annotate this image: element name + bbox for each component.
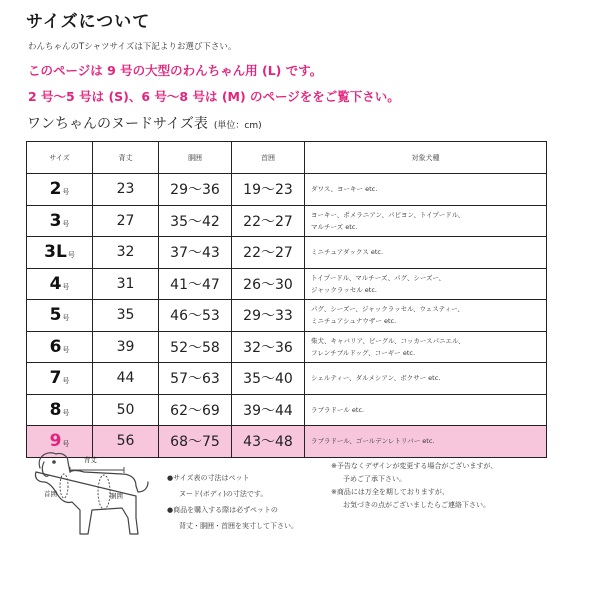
chest-girth-cell: 62～69 (159, 394, 232, 426)
size-cell (27, 237, 93, 269)
size-unit: 号 (62, 282, 70, 291)
table-row (27, 205, 547, 237)
back-length-cell: 32 (93, 237, 159, 269)
back-length-cell: 44 (93, 363, 159, 395)
chest-girth-cell: 46～53 (159, 300, 232, 332)
breed-line: ダワス、ヨーキー etc. (311, 185, 378, 194)
neck-girth-cell: 29～33 (232, 300, 305, 332)
dog-measurement-diagram (26, 448, 154, 552)
note-left-2: ヌード(ボディ)の寸法です。 (179, 490, 268, 498)
chest-girth-cell: 29～36 (159, 174, 232, 206)
note-right-2: 予めご了承下さい。 (343, 475, 406, 483)
table-row (27, 300, 547, 332)
breed-line: 柴犬、キャバリア、ビーグル、コッカースパニエル、 (311, 336, 465, 345)
size-number: 4 (49, 273, 62, 294)
chest-girth-cell: 57～63 (159, 363, 232, 395)
table-title (27, 113, 262, 133)
header-breeds: 対象犬種 (305, 142, 547, 174)
back-length-cell: 23 (93, 174, 159, 206)
size-number: 9 (49, 431, 62, 452)
intro-text: わんちゃんのTシャツサイズは下記よりお選び下さい。 (28, 42, 237, 52)
size-number: 8 (49, 399, 62, 420)
breed-line: トイプードル、マルチーズ、パグ、シーズー、 (311, 273, 445, 282)
table-header-row (27, 142, 547, 174)
neck-girth-cell: 19～23 (232, 174, 305, 206)
notice-line-2: 2 号～5 号は (S)、6 号～8 号は (M) のページををご覧下さい。 (28, 89, 400, 104)
breed-line: シェルティー、ダルメシアン、ボクサー etc. (311, 374, 441, 383)
size-unit: 号 (62, 408, 70, 417)
size-unit: 号 (62, 345, 70, 354)
size-cell (27, 300, 93, 332)
neck-girth-cell: 35～40 (232, 363, 305, 395)
size-number: 3 (49, 210, 62, 231)
note-right-3: ※商品には万全を期しておりますが、 (331, 488, 449, 496)
size-cell (27, 205, 93, 237)
label-back: 背丈 (84, 456, 97, 464)
chest-girth-cell: 41～47 (159, 268, 232, 300)
size-number: 5 (49, 305, 62, 326)
size-cell (27, 363, 93, 395)
back-length-cell: 31 (93, 268, 159, 300)
breed-line: マルチーズ etc. (311, 222, 358, 231)
note-left-1: ●サイズ表の寸法はペット (167, 474, 250, 482)
size-table (26, 141, 547, 458)
notes-right (331, 460, 563, 512)
breeds-cell (305, 426, 547, 458)
chest-girth-cell: 37～43 (159, 237, 232, 269)
page-title: サイズについて (26, 12, 151, 32)
size-cell (27, 394, 93, 426)
breed-line: ミニチュアシュナウザー etc. (311, 317, 397, 326)
breeds-cell (305, 205, 547, 237)
note-left-4: 背丈・胴囲・首囲を実寸して下さい。 (179, 522, 298, 530)
breeds-cell (305, 300, 547, 332)
size-cell (27, 174, 93, 206)
breeds-cell (305, 268, 547, 300)
neck-girth-cell: 43～48 (232, 426, 305, 458)
label-neck: 首囲 (44, 490, 57, 498)
breed-line: ジャックラッセル etc. (311, 285, 377, 294)
back-length-cell: 27 (93, 205, 159, 237)
breed-line: ミニチュアダックス etc. (311, 248, 384, 257)
neck-girth-cell: 22～27 (232, 205, 305, 237)
notice-line-1: このページは 9 号の大型のわんちゃん用 (L) です。 (28, 63, 323, 78)
size-cell (27, 331, 93, 363)
table-row (27, 268, 547, 300)
size-unit: 号 (62, 314, 70, 323)
note-right-1: ※予告なくデザインが変更する場合がございますが、 (331, 462, 498, 470)
breeds-cell (305, 394, 547, 426)
chest-girth-cell: 68～75 (159, 426, 232, 458)
size-unit: 号 (62, 188, 70, 197)
table-row (27, 237, 547, 269)
header-size: サイズ (27, 142, 93, 174)
back-length-cell: 35 (93, 300, 159, 332)
table-unit: (単位：cm) (213, 121, 262, 131)
size-unit: 号 (62, 377, 70, 386)
size-number: 2 (49, 179, 62, 200)
neck-girth-cell: 22～27 (232, 237, 305, 269)
size-number: 6 (49, 336, 62, 357)
table-row (27, 363, 547, 395)
table-row (27, 394, 547, 426)
note-right-4: お気づきの点がございましたらご連絡下さい。 (343, 501, 490, 509)
breed-line: フレンチブルドッグ、コーギー etc. (311, 348, 416, 357)
note-left-3: ●商品を購入する際は必ずペットの (167, 506, 278, 514)
neck-girth-cell: 26～30 (232, 268, 305, 300)
table-row (27, 331, 547, 363)
breeds-cell (305, 331, 547, 363)
chest-girth-cell: 35～42 (159, 205, 232, 237)
breed-line: パグ、シーズー、ジャックラッセル、ウェスティー、 (311, 305, 464, 314)
breeds-cell (305, 237, 547, 269)
header-chest: 胴囲 (159, 142, 232, 174)
header-back: 背丈 (93, 142, 159, 174)
size-cell (27, 268, 93, 300)
breed-line: ヨーキー、ポメラニアン、パピヨン、トイプードル、 (311, 210, 465, 219)
back-length-cell: 39 (93, 331, 159, 363)
size-unit: 号 (62, 440, 70, 449)
breeds-cell (305, 363, 547, 395)
table-row (27, 174, 547, 206)
table-title-text: ワンちゃんのヌードサイズ表 (27, 116, 208, 132)
breed-line: ラブラドール、ゴールデンレトリバー etc. (311, 437, 435, 446)
breed-line: ラブラドール etc. (311, 405, 365, 414)
label-chest: 胴囲 (110, 492, 123, 500)
breeds-cell (305, 174, 547, 206)
size-number: 3L (44, 242, 67, 263)
back-length-cell: 56 (93, 426, 159, 458)
chest-girth-cell: 52～58 (159, 331, 232, 363)
header-neck: 首囲 (232, 142, 305, 174)
size-unit: 号 (67, 251, 75, 260)
neck-girth-cell: 32～36 (232, 331, 305, 363)
size-number: 7 (49, 368, 62, 389)
back-length-cell: 50 (93, 394, 159, 426)
size-unit: 号 (62, 219, 70, 228)
notes-left (167, 470, 327, 534)
neck-girth-cell: 39～44 (232, 394, 305, 426)
